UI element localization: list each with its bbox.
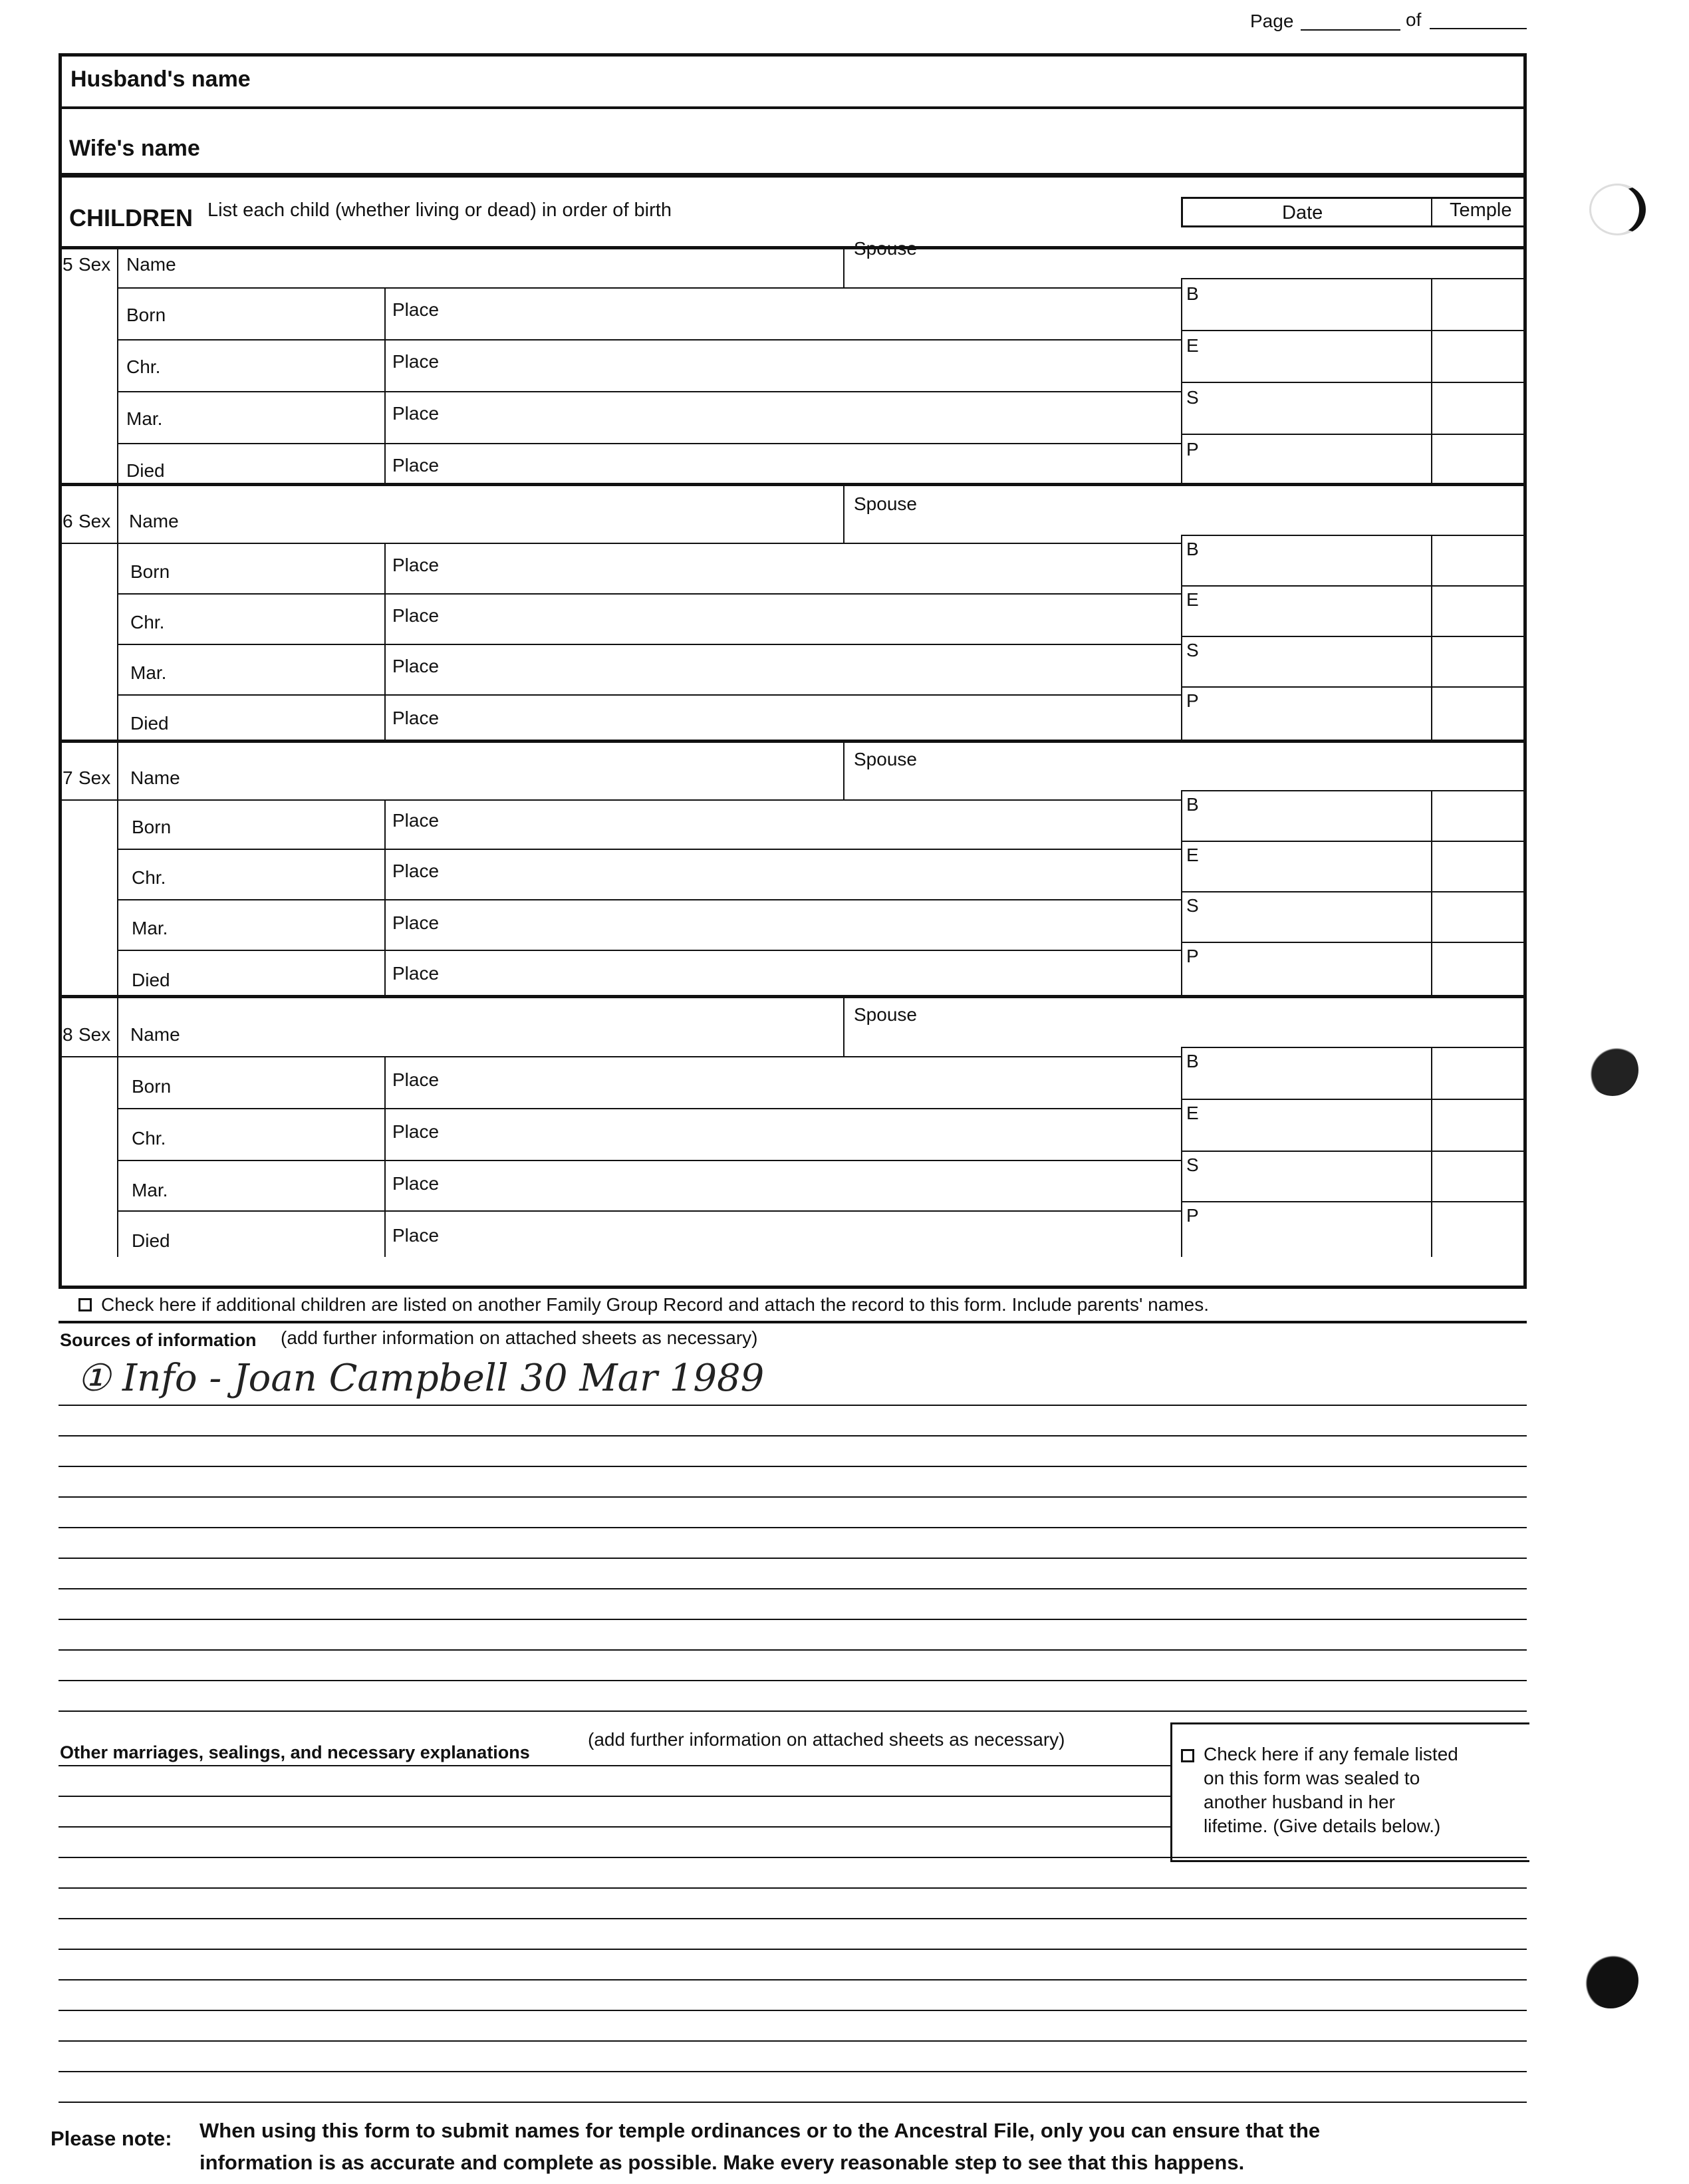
page-total-underline: [1430, 28, 1527, 29]
endowment-code: E: [1186, 1103, 1199, 1123]
row-divider: [117, 1160, 1181, 1161]
date-temple-divider: [1431, 535, 1432, 740]
female-check-line-2: on this form was sealed to: [1204, 1768, 1420, 1788]
code-row-divider: [1181, 1099, 1527, 1100]
writing-line: [59, 1405, 1527, 1406]
row-divider: [117, 443, 1181, 444]
writing-line: [59, 1496, 1527, 1498]
place-date-divider: [1181, 278, 1182, 483]
row-divider: [117, 391, 1181, 392]
parent-sealing-code: P: [1186, 946, 1199, 966]
place-field[interactable]: Place: [392, 1225, 440, 1246]
died-field[interactable]: Died: [130, 713, 169, 734]
binder-hole-top: [1589, 184, 1646, 235]
wife-divider: [59, 173, 1527, 178]
date-column-header: Date: [1282, 202, 1323, 223]
chr-field[interactable]: Chr.: [130, 612, 165, 632]
female-check-line-3: another husband in her: [1204, 1792, 1395, 1812]
parent-sealing-code: P: [1186, 1205, 1199, 1226]
place-field[interactable]: Place: [392, 299, 440, 320]
born-field[interactable]: Born: [130, 561, 170, 582]
baptism-code: B: [1186, 539, 1199, 559]
writing-line: [59, 1826, 1170, 1828]
footer-line-1: When using this form to submit names for temple ordinances or to the Ancestral File, only you can ensure that the: [199, 2119, 1321, 2142]
place-field[interactable]: Place: [392, 810, 440, 831]
row-divider: [117, 950, 1181, 951]
row-divider: [117, 339, 1181, 341]
place-date-divider: [1181, 1047, 1182, 1257]
wife-label: Wife's name: [69, 136, 200, 161]
additional-children-label: Check here if additional children are listed on another Family Group Record and attach the record to this form. Include parents' names.: [101, 1294, 1209, 1315]
parent-sealing-code: P: [1186, 439, 1199, 460]
writing-line: [59, 1527, 1527, 1528]
sealing-code: S: [1186, 640, 1199, 660]
place-field[interactable]: Place: [392, 351, 440, 372]
name-spouse-divider: [843, 483, 844, 543]
row-divider: [117, 899, 1181, 900]
code-row-divider: [1181, 382, 1527, 383]
died-field[interactable]: Died: [132, 1230, 170, 1251]
event-place-divider: [384, 1056, 386, 1257]
died-field[interactable]: Died: [126, 460, 165, 481]
mar-field[interactable]: Mar.: [132, 918, 168, 938]
child-number: 6: [63, 511, 73, 531]
writing-line: [59, 1887, 1527, 1889]
footer-line-2: information is as accurate and complete as possible. Make every reasonable step to see that this happens.: [199, 2151, 1245, 2174]
code-row-divider: [1181, 891, 1527, 892]
died-field[interactable]: Died: [132, 970, 170, 990]
writing-line: [59, 1466, 1527, 1467]
writing-line: [59, 1949, 1527, 1950]
place-field[interactable]: Place: [392, 555, 440, 575]
place-date-divider: [1181, 790, 1182, 995]
mar-field[interactable]: Mar.: [132, 1180, 168, 1200]
chr-field[interactable]: Chr.: [132, 867, 166, 888]
name-row-divider: [59, 799, 1181, 801]
place-field[interactable]: Place: [392, 912, 440, 933]
place-field[interactable]: Place: [392, 1121, 440, 1142]
sex-column-divider: [117, 995, 118, 1257]
place-field[interactable]: Place: [392, 708, 440, 728]
writing-line: [59, 1435, 1527, 1436]
writing-line: [59, 2040, 1527, 2042]
child-divider: [59, 483, 1527, 486]
sex-column-divider: [117, 246, 118, 483]
child-number: 5: [63, 254, 73, 275]
writing-line: [59, 1765, 1170, 1766]
place-date-divider: [1181, 535, 1182, 740]
writing-line: [59, 2071, 1527, 2072]
sources-label: Sources of information: [60, 1330, 257, 1350]
children-subtitle: List each child (whether living or dead) in order of birth: [207, 200, 672, 221]
code-row-divider: [1181, 1047, 1527, 1048]
page-label: Page: [1250, 11, 1294, 31]
writing-line: [59, 1558, 1527, 1559]
of-label: of: [1406, 9, 1422, 30]
spouse-field[interactable]: Spouse: [854, 749, 917, 769]
child-name-field[interactable]: Name: [129, 511, 179, 531]
place-field[interactable]: Place: [392, 403, 440, 424]
sealing-code: S: [1186, 895, 1199, 916]
child-number: 7: [63, 767, 73, 788]
date-temple-header-divider: [1431, 197, 1432, 227]
event-place-divider: [384, 543, 386, 740]
name-spouse-divider: [843, 995, 844, 1056]
chr-field[interactable]: Chr.: [126, 356, 161, 377]
writing-line: [59, 2010, 1527, 2011]
writing-line: [59, 1680, 1527, 1681]
code-row-divider: [1181, 434, 1527, 435]
form-frame: [59, 53, 1527, 1289]
row-divider: [117, 1108, 1181, 1109]
name-row-divider: [59, 1056, 1181, 1057]
temple-column-header: Temple: [1450, 200, 1512, 221]
born-field[interactable]: Born: [126, 305, 166, 325]
writing-line: [59, 1857, 1527, 1858]
code-row-divider: [1181, 686, 1527, 688]
writing-line: [59, 1710, 1527, 1712]
writing-line: [59, 1979, 1527, 1980]
place-field[interactable]: Place: [392, 861, 440, 881]
date-temple-divider: [1431, 790, 1432, 995]
place-field[interactable]: Place: [392, 1069, 440, 1090]
checkbox[interactable]: [78, 1298, 92, 1311]
row-divider: [117, 694, 1181, 696]
place-field[interactable]: Place: [392, 963, 440, 984]
spouse-field[interactable]: Spouse: [854, 1004, 917, 1025]
endowment-code: E: [1186, 589, 1199, 610]
child-name-field[interactable]: Name: [130, 1024, 180, 1045]
row-divider: [117, 644, 1181, 645]
event-place-divider: [384, 287, 386, 483]
code-row-divider: [1181, 278, 1527, 279]
place-field[interactable]: Place: [392, 455, 440, 476]
mar-field[interactable]: Mar.: [130, 662, 167, 683]
other-marriages-note: (add further information on attached sheets as necessary): [588, 1729, 1065, 1750]
husband-divider: [59, 106, 1527, 109]
child-divider: [59, 740, 1527, 743]
baptism-code: B: [1186, 1051, 1199, 1071]
code-row-divider: [1181, 841, 1527, 842]
sealing-code: S: [1186, 1155, 1199, 1175]
binder-hole-bottom: [1583, 1953, 1638, 2008]
binder-hole-middle: [1587, 1044, 1638, 1096]
baptism-code: B: [1186, 794, 1199, 815]
code-row-divider: [1181, 790, 1527, 791]
code-row-divider: [1181, 330, 1527, 331]
writing-line: [59, 2102, 1527, 2103]
row-divider: [117, 1210, 1181, 1212]
spouse-field[interactable]: Spouse: [854, 238, 917, 259]
born-field[interactable]: Born: [132, 1076, 172, 1097]
place-field[interactable]: Place: [392, 1173, 440, 1194]
date-temple-divider: [1431, 278, 1432, 483]
children-header-divider: [59, 246, 1527, 249]
code-row-divider: [1181, 1201, 1527, 1202]
code-row-divider: [1181, 942, 1527, 943]
name-spouse-divider: [843, 246, 844, 287]
baptism-code: B: [1186, 283, 1199, 304]
mar-field[interactable]: Mar.: [126, 408, 163, 429]
writing-line: [59, 1588, 1527, 1589]
sealing-code: S: [1186, 387, 1199, 408]
footer-label: Please note:: [51, 2127, 172, 2150]
sex-field[interactable]: Sex: [78, 767, 111, 788]
row-divider: [117, 593, 1181, 595]
sources-entry-handwritten[interactable]: ① Info - Joan Campbell 30 Mar 1989: [77, 1357, 765, 1400]
child-name-field[interactable]: Name: [126, 254, 176, 275]
checkbox[interactable]: [1181, 1749, 1194, 1762]
sources-top-rule: [59, 1321, 1527, 1323]
writing-line: [59, 1619, 1527, 1620]
code-row-divider: [1181, 535, 1527, 536]
writing-line: [59, 1796, 1170, 1797]
sex-column-divider: [117, 740, 118, 995]
other-marriages-label: Other marriages, sealings, and necessary explanations: [60, 1742, 530, 1762]
sex-field[interactable]: Sex: [78, 511, 111, 531]
child-divider: [59, 995, 1527, 998]
chr-field[interactable]: Chr.: [132, 1128, 166, 1149]
code-row-divider: [1181, 1151, 1527, 1152]
female-check-line-4: lifetime. (Give details below.): [1204, 1816, 1441, 1836]
page-number-underline: [1301, 29, 1400, 31]
child-number: 8: [63, 1024, 73, 1045]
writing-line: [59, 1918, 1527, 1919]
date-temple-divider: [1431, 1047, 1432, 1257]
name-spouse-divider: [843, 740, 844, 799]
female-check-line-1: Check here if any female listed: [1204, 1744, 1458, 1764]
writing-line: [59, 1649, 1527, 1651]
event-place-divider: [384, 799, 386, 995]
children-title: CHILDREN: [69, 204, 193, 231]
child-name-field[interactable]: Name: [130, 767, 180, 788]
row-divider: [117, 849, 1181, 850]
code-row-divider: [1181, 585, 1527, 587]
sources-note: (add further information on attached sheets as necessary): [281, 1327, 758, 1348]
parent-sealing-code: P: [1186, 690, 1199, 711]
endowment-code: E: [1186, 335, 1199, 356]
sex-column-divider: [117, 483, 118, 740]
name-row-divider: [117, 287, 1181, 289]
place-field[interactable]: Place: [392, 656, 440, 676]
husband-label: Husband's name: [70, 67, 251, 92]
sex-field[interactable]: Sex: [78, 1024, 111, 1045]
born-field[interactable]: Born: [132, 817, 172, 837]
endowment-code: E: [1186, 845, 1199, 865]
sex-field[interactable]: Sex: [78, 254, 111, 275]
place-field[interactable]: Place: [392, 605, 440, 626]
code-row-divider: [1181, 636, 1527, 637]
spouse-field[interactable]: Spouse: [854, 493, 917, 514]
name-row-divider: [59, 543, 1181, 544]
